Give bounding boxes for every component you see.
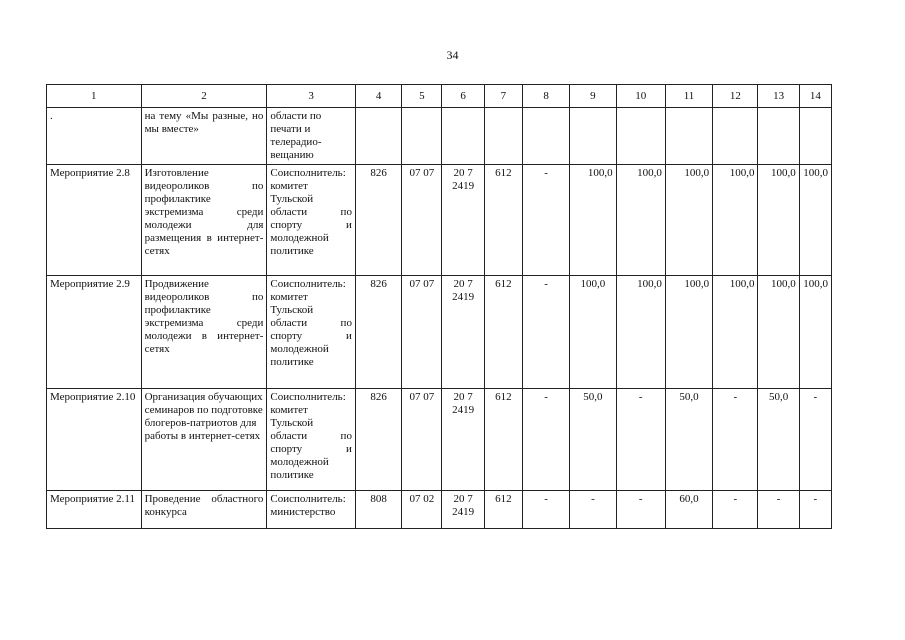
data-cell: -	[713, 491, 758, 529]
data-cell: 100,0	[665, 165, 712, 276]
data-cell: 612	[484, 389, 522, 491]
header-cell: 9	[570, 85, 616, 108]
data-cell: 20 7 2419	[442, 389, 484, 491]
table-row	[47, 108, 832, 165]
data-cell	[616, 108, 665, 165]
data-cell: 100,0	[616, 165, 665, 276]
executor-cell: Соисполнитель: комитет Тульской области по спорту и молодежной политике	[267, 389, 356, 491]
data-cell: -	[799, 389, 831, 491]
data-cell: 100,0	[570, 276, 616, 389]
event-id-cell: .	[47, 108, 142, 165]
header-cell: 12	[713, 85, 758, 108]
data-cell: 60,0	[665, 491, 712, 529]
data-cell: 826	[355, 276, 401, 389]
event-name-cell: Организация обучающих семинаров по подготовке блогеров-патриотов для работы в интернет-сетях	[141, 389, 267, 491]
data-cell: 826	[355, 389, 401, 491]
data-cell	[713, 108, 758, 165]
header-cell: 3	[267, 85, 356, 108]
event-name-cell: на тему «Мы разные, но мы вместе»	[141, 108, 267, 165]
data-cell	[758, 108, 799, 165]
table-row	[47, 276, 832, 389]
data-cell	[442, 108, 484, 165]
data-cell: 808	[355, 491, 401, 529]
data-cell	[402, 108, 442, 165]
table-row	[47, 165, 832, 276]
data-cell: 07 07	[402, 389, 442, 491]
event-id-cell: Мероприятие 2.11	[47, 491, 142, 529]
event-name-cell: Изготовление видеороликов по профилактике экстремизма среди молодежи для размещения в интернет-сетях	[141, 165, 267, 276]
header-cell: 4	[355, 85, 401, 108]
event-id-cell: Мероприятие 2.8	[47, 165, 142, 276]
header-cell: 14	[799, 85, 831, 108]
data-cell	[355, 108, 401, 165]
header-cell: 10	[616, 85, 665, 108]
data-cell: -	[758, 491, 799, 529]
data-cell	[799, 108, 831, 165]
data-cell: 20 7 2419	[442, 276, 484, 389]
header-cell: 13	[758, 85, 799, 108]
data-cell: 612	[484, 276, 522, 389]
data-cell: 50,0	[758, 389, 799, 491]
data-cell: 50,0	[570, 389, 616, 491]
event-id-cell: Мероприятие 2.9	[47, 276, 142, 389]
executor-cell: Соисполнитель: комитет Тульской области по спорту и молодежной политике	[267, 165, 356, 276]
budget-table	[46, 84, 832, 529]
table-row	[47, 389, 832, 491]
executor-cell: области по печати и телерадио-вещанию	[267, 108, 356, 165]
header-cell: 1	[47, 85, 142, 108]
data-cell: 100,0	[799, 165, 831, 276]
event-id-cell: Мероприятие 2.10	[47, 389, 142, 491]
data-cell: -	[522, 276, 569, 389]
executor-cell: Соисполнитель: комитет Тульской области по спорту и молодежной политике	[267, 276, 356, 389]
data-cell: 100,0	[713, 276, 758, 389]
data-cell: 826	[355, 165, 401, 276]
data-cell: 100,0	[616, 276, 665, 389]
header-cell: 8	[522, 85, 569, 108]
data-cell: 07 07	[402, 165, 442, 276]
data-cell: 20 7 2419	[442, 165, 484, 276]
data-cell: 100,0	[570, 165, 616, 276]
executor-cell: Соисполнитель: министерство	[267, 491, 356, 529]
header-cell: 2	[141, 85, 267, 108]
data-cell: -	[522, 165, 569, 276]
data-cell: 20 7 2419	[442, 491, 484, 529]
data-cell: 100,0	[758, 276, 799, 389]
header-cell: 6	[442, 85, 484, 108]
data-cell: -	[616, 389, 665, 491]
data-cell: -	[713, 389, 758, 491]
data-cell	[570, 108, 616, 165]
data-cell: 100,0	[799, 276, 831, 389]
header-cell: 11	[665, 85, 712, 108]
data-cell	[484, 108, 522, 165]
header-cell: 7	[484, 85, 522, 108]
data-cell: -	[570, 491, 616, 529]
data-cell: 07 02	[402, 491, 442, 529]
data-cell: 612	[484, 491, 522, 529]
header-cell: 5	[402, 85, 442, 108]
data-cell: 612	[484, 165, 522, 276]
event-name-cell: Проведение областного конкурса	[141, 491, 267, 529]
data-cell: -	[799, 491, 831, 529]
header-row	[47, 85, 832, 108]
data-cell: 50,0	[665, 389, 712, 491]
data-cell: 100,0	[713, 165, 758, 276]
data-cell: 07 07	[402, 276, 442, 389]
data-cell: 100,0	[758, 165, 799, 276]
data-cell: -	[522, 491, 569, 529]
data-cell	[665, 108, 712, 165]
data-cell: 100,0	[665, 276, 712, 389]
event-name-cell: Продвижение видеороликов по профилактике экстремизма среди молодежи в интернет-сетях	[141, 276, 267, 389]
page-number: 34	[446, 48, 459, 62]
data-cell: -	[616, 491, 665, 529]
table-row	[47, 491, 832, 529]
data-cell: -	[522, 389, 569, 491]
data-cell	[522, 108, 569, 165]
